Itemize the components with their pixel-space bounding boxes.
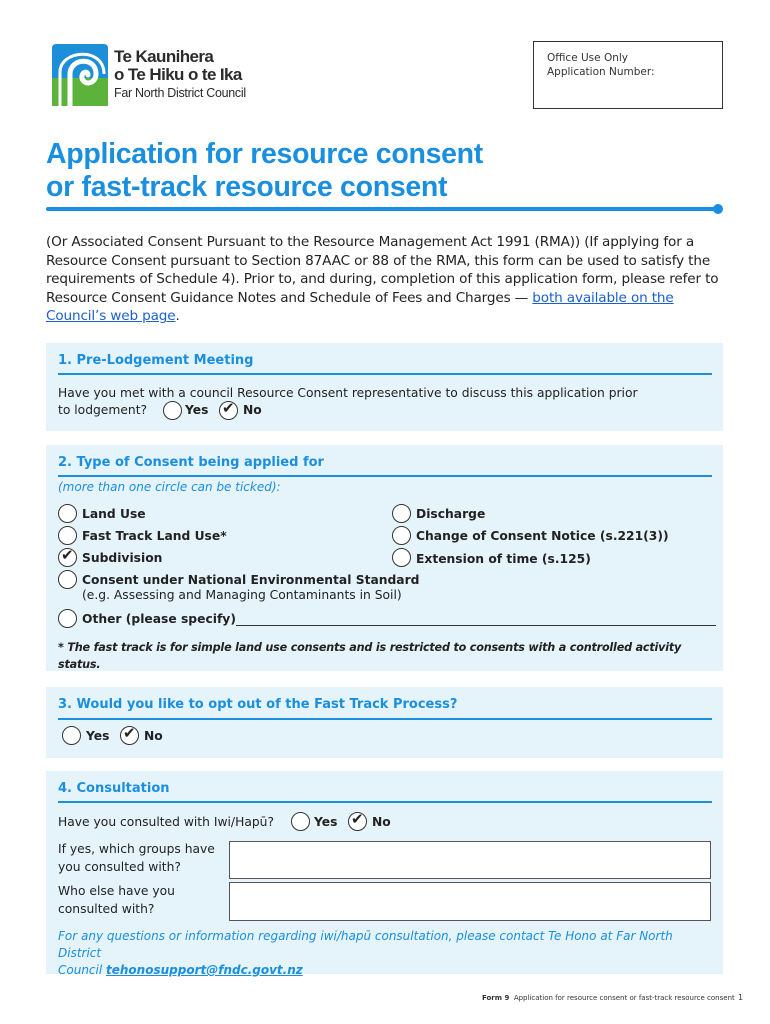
- title-divider: [46, 207, 716, 211]
- intro-end: .: [175, 308, 180, 325]
- intro-paragraph: [46, 233, 726, 326]
- extension-checkbox[interactable]: [392, 548, 411, 567]
- section-3-rule: [58, 718, 712, 720]
- nes-example: (e.g. Assessing and Managing Contaminants in Soil): [82, 588, 402, 602]
- checkmark-icon: ✔: [351, 810, 364, 828]
- section-type-of-consent: [46, 445, 723, 671]
- section-pre-lodgement: [46, 343, 723, 431]
- logo-text-line1: Te Kaunihera: [114, 47, 214, 66]
- other-checkbox[interactable]: [58, 609, 77, 628]
- s1-no-label: No: [243, 403, 262, 417]
- fast-track-checkbox[interactable]: [58, 526, 77, 545]
- s4-yes-radio[interactable]: [291, 812, 310, 831]
- contact-note-line2: Council: [58, 963, 107, 977]
- logo-text-line3: Far North District Council: [114, 86, 246, 100]
- s1-yes-radio[interactable]: [163, 401, 182, 420]
- office-use-box: [533, 41, 723, 109]
- logo-text-line2: o Te Hiku o te Ika: [114, 65, 242, 84]
- contact-note-line1: For any questions or information regarding iwi/hapū consultation, please contact Te Hono at Far North District: [58, 929, 673, 960]
- nes-label: Consent under National Environmental Standard: [82, 573, 420, 587]
- s2-note: (more than one circle can be ticked):: [58, 480, 281, 494]
- page-footer: [482, 994, 735, 1002]
- office-use-label: Office Use Only: [547, 52, 628, 64]
- s4-no-radio[interactable]: [348, 812, 367, 831]
- section-consultation: [46, 771, 723, 977]
- nes-checkbox[interactable]: [58, 570, 77, 589]
- section-1-rule: [58, 373, 712, 375]
- application-number-label: Application Number:: [547, 66, 655, 78]
- s3-yes-radio[interactable]: [62, 726, 81, 745]
- s1-no-radio[interactable]: [219, 401, 238, 420]
- section-4-rule: [58, 801, 712, 803]
- form-description: Application for resource consent or fast-track resource consent: [513, 994, 735, 1002]
- discharge-checkbox[interactable]: [392, 504, 411, 523]
- checkmark-icon: ✔: [222, 399, 235, 417]
- te-hono-email-link[interactable]: tehonosupport@fndc.govt.nz: [106, 963, 303, 977]
- fast-track-label: Fast Track Land Use*: [82, 529, 227, 543]
- checkmark-icon: ✔: [61, 546, 74, 564]
- section-2-rule: [58, 475, 712, 477]
- koru-logo-icon: [52, 44, 108, 106]
- council-logo: [52, 44, 252, 106]
- s3-yes-label: Yes: [86, 729, 110, 743]
- s4-no-label: No: [372, 815, 391, 829]
- s1-question-line2: to lodgement?: [58, 403, 148, 417]
- groups-label-line2: you consulted with?: [58, 860, 181, 874]
- section-2-heading: 2. Type of Consent being applied for: [58, 455, 324, 470]
- council-web-page-link[interactable]: both available on the Council’s web page: [46, 289, 674, 325]
- land-use-label: Land Use: [82, 507, 146, 521]
- checkmark-icon: ✔: [123, 724, 136, 742]
- page-number: 1: [738, 993, 744, 1002]
- iwi-question: Have you consulted with Iwi/Hapū?: [58, 815, 274, 829]
- title-divider-dot: [713, 204, 723, 214]
- subdivision-label: Subdivision: [82, 551, 163, 565]
- groups-consulted-input[interactable]: [229, 841, 711, 879]
- land-use-checkbox[interactable]: [58, 504, 77, 523]
- fast-track-footnote: * The fast track is for simple land use consents and is restricted to consents with a controlled activity status.: [58, 641, 682, 671]
- page-title: [46, 138, 726, 204]
- intro-text: (Or Associated Consent Pursuant to the Resource Management Act 1991 (RMA)) (If applying for a Resource Consent pursuant to Section 87AAC or 88 of the RMA, this form can be used to satisfy the requirements of Schedule 4). Prior to, and during, completion of this application form, please refer to Resource Consent Guidance Notes and Schedule of Fees and Charges —: [46, 234, 719, 306]
- groups-label-line1: If yes, which groups have: [58, 842, 215, 856]
- title-line1: Application for resource consent: [46, 138, 483, 170]
- contact-note: [58, 928, 718, 979]
- title-line2: or fast-track resource consent: [46, 171, 448, 203]
- s3-no-radio[interactable]: [120, 726, 139, 745]
- subdivision-checkbox[interactable]: [58, 548, 77, 567]
- discharge-label: Discharge: [416, 507, 486, 521]
- section-3-heading: 3. Would you like to opt out of the Fast Track Process?: [58, 697, 458, 712]
- who-label-line1: Who else have you: [58, 884, 175, 898]
- s1-question-line1: Have you met with a council Resource Consent representative to discuss this application prior: [58, 386, 638, 400]
- other-label: Other (please specify): [82, 612, 236, 626]
- change-consent-checkbox[interactable]: [392, 526, 411, 545]
- form-number: Form 9: [482, 994, 510, 1002]
- s3-no-label: No: [144, 729, 163, 743]
- s4-yes-label: Yes: [314, 815, 338, 829]
- who-label-line2: consulted with?: [58, 902, 155, 916]
- who-else-consulted-input[interactable]: [229, 882, 711, 921]
- s1-yes-label: Yes: [185, 403, 209, 417]
- section-opt-out: [46, 687, 723, 758]
- section-4-heading: 4. Consultation: [58, 781, 170, 796]
- extension-label: Extension of time (s.125): [416, 552, 591, 566]
- other-specify-input[interactable]: [236, 625, 716, 626]
- section-1-heading: 1. Pre-Lodgement Meeting: [58, 353, 254, 368]
- change-consent-label: Change of Consent Notice (s.221(3)): [416, 529, 669, 543]
